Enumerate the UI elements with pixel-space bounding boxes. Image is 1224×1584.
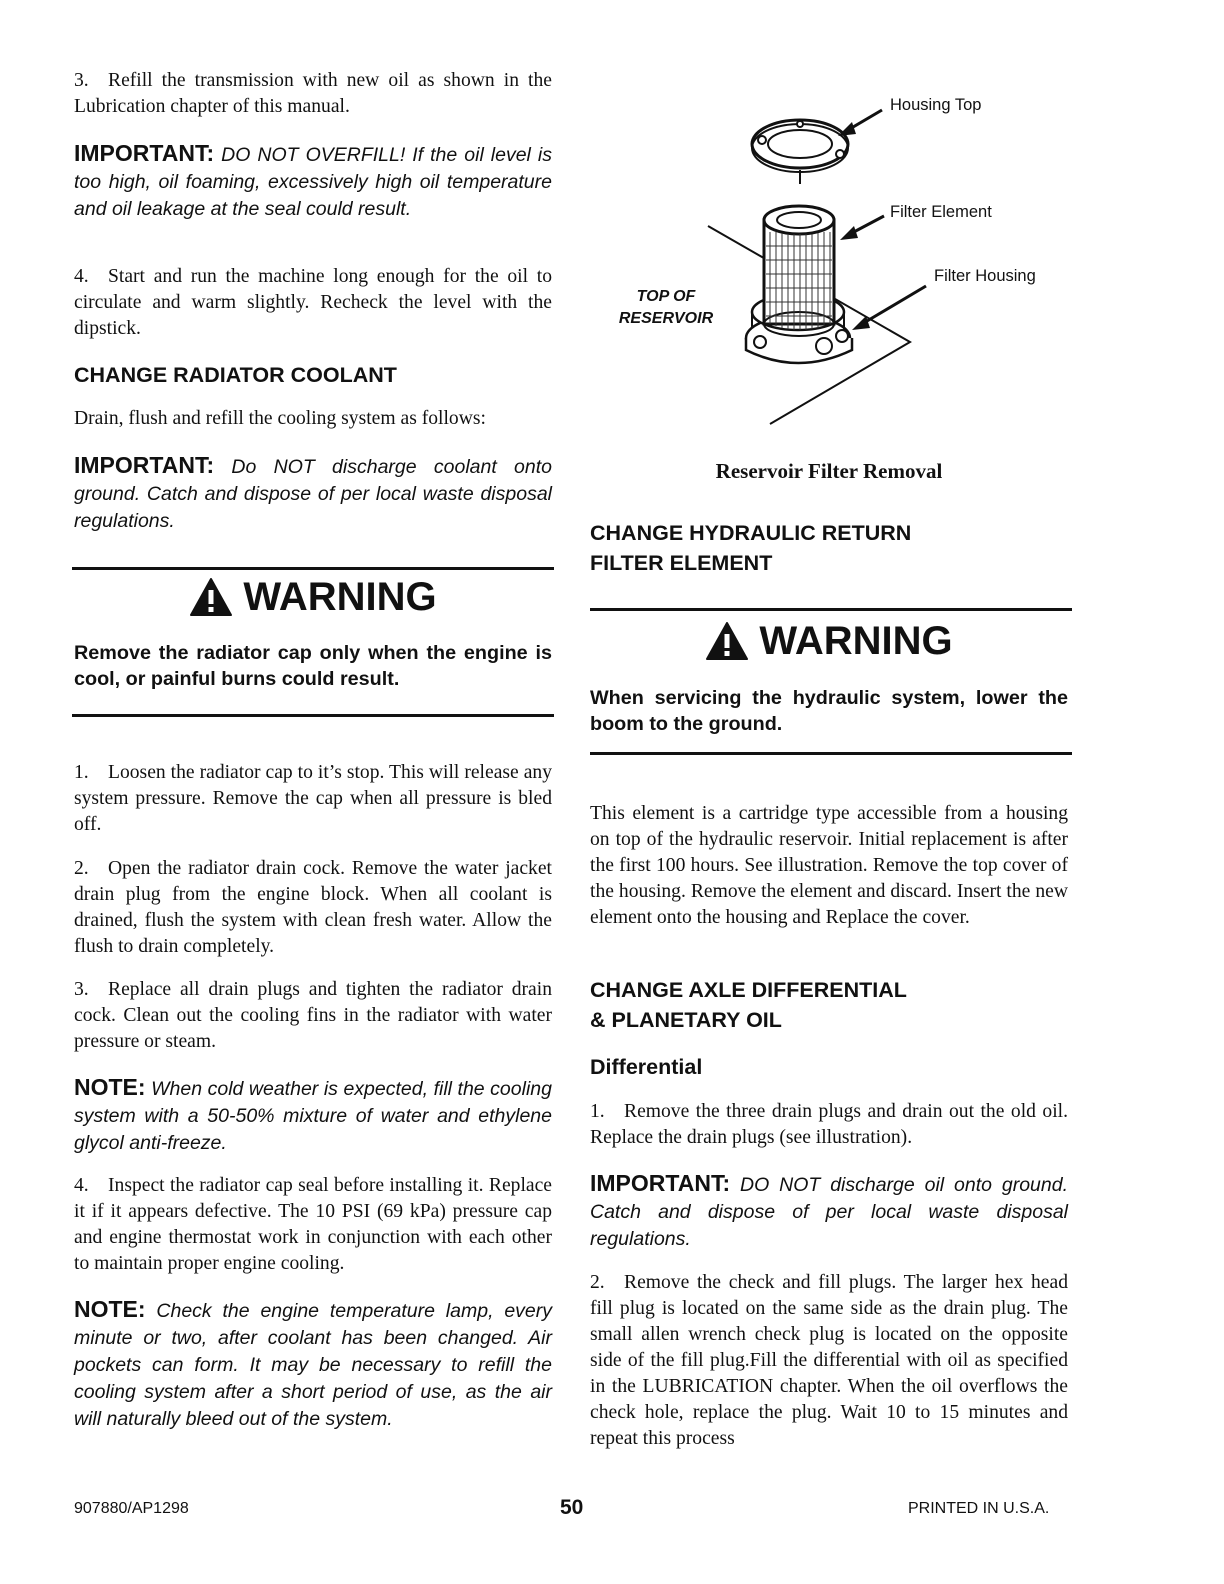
- paragraph-differential-step-1: 1. Remove the three drain plugs and drain out the old oil. Replace the drain plugs (see illustration).: [590, 1101, 1068, 1148]
- footer-page-number: 50: [560, 1496, 584, 1519]
- paragraph-coolant-intro: Drain, flush and refill the cooling system as follows:: [74, 408, 486, 429]
- warning-bottom-rule-hydraulic: [590, 752, 1072, 755]
- heading-change-axle-differential: CHANGE AXLE DIFFERENTIAL & PLANETARY OIL: [590, 978, 907, 1032]
- warning-text-hydraulic: When servicing the hydraulic system, lower the boom to the ground.: [590, 687, 1068, 735]
- warning-top-rule-hydraulic: [590, 608, 1072, 611]
- label-filter-housing: Filter Housing: [934, 267, 1036, 285]
- paragraph-coolant-step-2: 2. Open the radiator drain cock. Remove the water jacket drain plug from the engine block. When all coolant is drained, flush the system with clean fresh water. Allow the flush to drain completely.: [74, 858, 552, 957]
- diagram-caption: Reservoir Filter Removal: [715, 459, 943, 483]
- heading-change-hydraulic-return-filter: CHANGE HYDRAULIC RETURN FILTER ELEMENT: [590, 521, 912, 575]
- label-housing-top: Housing Top: [890, 96, 982, 114]
- important-note-overfill: IMPORTANT: DO NOT OVERFILL! If the oil level is too high, oil foaming, excessively high oil temperature and oil leakage at the seal could result.: [74, 140, 552, 220]
- label-filter-element: Filter Element: [890, 203, 992, 221]
- subheading-differential: Differential: [590, 1055, 703, 1079]
- warning-text-radiator-cap: Remove the radiator cap only when the engine is cool, or painful burns could result.: [74, 642, 552, 690]
- warning-top-rule: [72, 567, 554, 570]
- paragraph-coolant-step-3: 3. Replace all drain plugs and tighten the radiator drain cock. Clean out the cooling fins in the radiator with water pressure or steam.: [74, 979, 552, 1052]
- paragraph-step-4: 4. Start and run the machine long enough for the oil to circulate and warm slightly. Recheck the level with the dipstick.: [74, 266, 552, 339]
- warning-triangle-icon: [189, 577, 233, 617]
- important-note-oil-discharge: IMPORTANT: DO NOT discharge oil onto ground. Catch and dispose of per local waste disposal regulations.: [590, 1170, 1068, 1250]
- paragraph-coolant-step-4: 4. Inspect the radiator cap seal before installing it. Replace it if it appears defective. The 10 PSI (69 kPa) pressure cap and engine thermostat work in conjunction with each other to maintain proper engine cooling.: [74, 1175, 552, 1274]
- reservoir-filter-diagram: [590, 80, 1090, 460]
- warning-title: WARNING: [74, 574, 552, 620]
- label-top-of-reservoir: TOP OF RESERVOIR: [618, 288, 714, 327]
- note-cold-weather: NOTE: When cold weather is expected, fill the cooling system with a 50-50% mixture of water and ethylene glycol anti-freeze.: [74, 1074, 552, 1154]
- footer-printed-in: PRINTED IN U.S.A.: [908, 1500, 1050, 1517]
- footer-document-number: 907880/AP1298: [74, 1500, 189, 1517]
- paragraph-differential-step-2: 2. Remove the check and fill plugs. The larger hex head fill plug is located on the same side as the drain plug. The small allen wrench check plug is located on the opposite side of the fill plug.Fill the differential with oil as specified in the LUBRICATION chapter. When the oil overflows the check hole, replace the plug. Wait 10 to 15 minutes and repeat this process: [590, 1272, 1068, 1449]
- paragraph-filter-element: This element is a cartridge type accessible from a housing on top of the hydraulic reservoir. Initial replacement is after the first 100 hours. See illustration. Remove the top cover of the housing. Remove the element and discard. Insert the new element onto the housing and Replace the cover.: [590, 803, 1068, 928]
- warning-bottom-rule: [72, 714, 554, 717]
- warning-triangle-icon: [705, 621, 749, 661]
- note-engine-temperature: NOTE: Check the engine temperature lamp, every minute or two, after coolant has been changed. Air pockets can form. It may be necessary to refill the cooling system after a short period of use, as the air will naturally bleed out of the system.: [74, 1296, 553, 1430]
- paragraph-step-3: 3. Refill the transmission with new oil as shown in the Lubrication chapter of this manual.: [74, 70, 552, 117]
- warning-title-hydraulic: WARNING: [590, 618, 1068, 664]
- heading-change-radiator-coolant: CHANGE RADIATOR COOLANT: [74, 363, 397, 387]
- important-note-coolant: IMPORTANT: Do NOT discharge coolant onto ground. Catch and dispose of per local waste disposal regulations.: [74, 452, 552, 532]
- paragraph-coolant-step-1: 1. Loosen the radiator cap to it’s stop. This will release any system pressure. Remove the cap when all pressure is bled off.: [74, 762, 552, 835]
